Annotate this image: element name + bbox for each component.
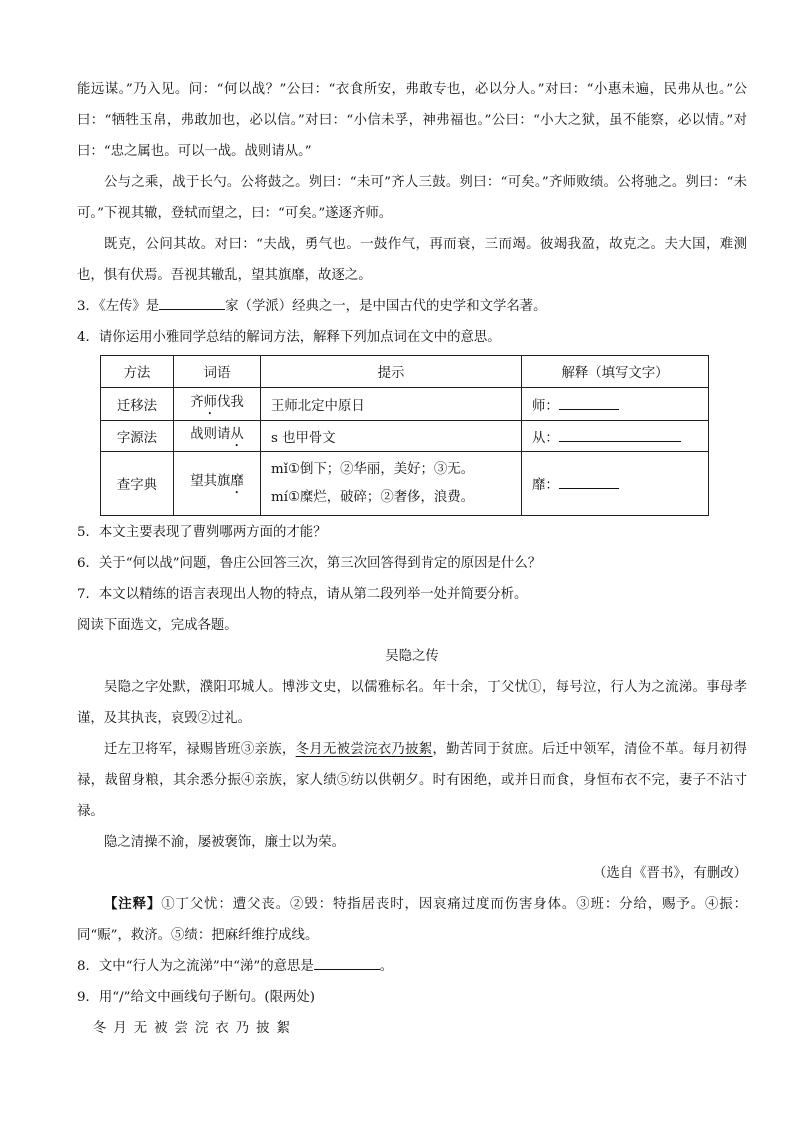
table-row [101, 421, 709, 452]
question-3: 3．《左传》是 家（学派）经典之一，是中国古代的史学和文学名著。 [77, 299, 547, 314]
passage2-notes: 【注释】①丁父忧：遭父丧。②毁：特指居丧时，因哀痛过度而伤害身体。③班：分给，赐予。④振：同“赈”，救济。⑤绩：把麻纤维拧成线。 [77, 896, 748, 943]
answer-blank-cong[interactable] [559, 429, 681, 442]
answer-blank-shi[interactable] [559, 397, 619, 410]
question-5: 5．本文主要表现了曹刿哪两方面的才能？ [77, 525, 327, 540]
answer-blank-q8[interactable] [314, 957, 380, 970]
question-6: 6．关于“何以战”问题，鲁庄公回答三次，第三次回答得到肯定的原因是什么？ [77, 556, 542, 571]
hint-line: mǐ①倒下；②华丽，美好；③无。 [271, 461, 475, 477]
passage1-paragraph-1: 能远谋。”乃入见。问：“何以战？”公曰：“衣食所安，弗敢专也，必以分人。”对曰：“小惠未遍，民弗从也。”公曰：“牺牲玉帛，弗敢加也，必以信。”对曰：“小信未孚，神弗福也。”公曰：“小大之狱，虽不能察，必以情。”对曰：“忠之属也。可以一战。战则请从。” [77, 82, 747, 159]
question-9-prompt: 9．用“/”给文中画线句子断句。(限两处) [77, 990, 316, 1005]
hint-line: mí①糜烂，破碎；②奢侈，浪费。 [271, 489, 475, 505]
question-8: 8．文中“行人为之流涕”中“涕”的意思是 。 [77, 959, 394, 974]
passage2-paragraph-3: 隐之清操不渝，屡被褒饰，廉士以为荣。 [104, 835, 346, 850]
header-hint: 提示 [261, 356, 522, 388]
hint-cell [261, 452, 522, 516]
table-row [101, 388, 709, 421]
passage2-title: 吴隐之传 [385, 649, 439, 664]
header-word: 词语 [174, 356, 261, 388]
dotted-word: 师 [203, 394, 217, 410]
header-method: 方法 [101, 356, 174, 388]
answer-blank-q3[interactable] [159, 297, 225, 310]
document-page [77, 74, 747, 1044]
method-cell: 字源法 [101, 421, 174, 452]
word-cell: 齐师伐我 [174, 388, 261, 421]
hint-cell: 王师北定中原日 [261, 388, 522, 421]
passage1-paragraph-2: 公与之乘，战于长勺。公将鼓之。刿曰：“未可”齐人三鼓。刿曰：“可矣。”齐师败绩。公将驰之。刿曰：“未可。”下视其辙，登轼而望之，曰：“可矣。”遂逐齐师。 [77, 175, 747, 221]
passage2-source: （选自《晋书》，有删改） [593, 866, 747, 881]
word-cell: 战则请从 [174, 421, 261, 452]
dotted-word: 从 [230, 426, 244, 442]
method-cell: 迁移法 [101, 388, 174, 421]
answer-cell: 靡： [522, 452, 709, 516]
method-cell: 查字典 [101, 452, 174, 516]
hint-cell: s 也甲骨文 [261, 421, 522, 452]
word-explanation-table [100, 355, 709, 516]
table-header-row [101, 356, 709, 388]
table-row [101, 452, 709, 516]
passage2-paragraph-1: 吴隐之字处默，濮阳邛城人。博涉文史，以儒雅标名。年十余，丁父忧①，每号泣，行人为之流涕。事母孝谨，及其执丧，哀毁②过礼。 [77, 680, 747, 726]
underlined-sentence: 冬月无被尝浣衣乃披絮 [295, 742, 433, 757]
reading-instruction: 阅读下面选文，完成各题。 [77, 618, 238, 633]
passage1-paragraph-3: 既克，公问其故。对曰：“夫战，勇气也。一鼓作气，再而衰，三而竭。彼竭我盈，故克之。夫大国，难测也，惧有伏焉。吾视其辙乱，望其旗靡，故逐之。 [77, 237, 747, 283]
notes-label: 【注释】 [104, 896, 162, 912]
answer-cell: 师： [522, 388, 709, 421]
passage2-paragraph-2: 迁左卫将军，禄赐皆班③亲族，冬月无被尝浣衣乃披絮，勤苦同于贫庶。后迁中领军，清俭不革。每月初得禄，裁留身粮，其余悉分振④亲族，家人绩⑤纺以供朝夕。时有困绝，或并日而食，身恒布衣不完，妻子不沾寸禄。 [77, 742, 748, 819]
word-cell: 望其旗靡 [174, 452, 261, 516]
sentence-to-punctuate[interactable]: 冬月无被尝浣衣乃披絮 [93, 1021, 297, 1036]
question-7: 7．本文以精练的语言表现出人物的特点，请从第二段列举一处并简要分析。 [77, 587, 528, 602]
answer-blank-mi[interactable] [559, 476, 619, 489]
header-explanation: 解释（填写文字） [522, 356, 709, 388]
question-4-prompt: 4．请你运用小雅同学总结的解词方法，解释下列加点词在文中的意思。 [77, 330, 501, 345]
answer-cell: 从： [522, 421, 709, 452]
dotted-word: 靡 [230, 474, 244, 489]
